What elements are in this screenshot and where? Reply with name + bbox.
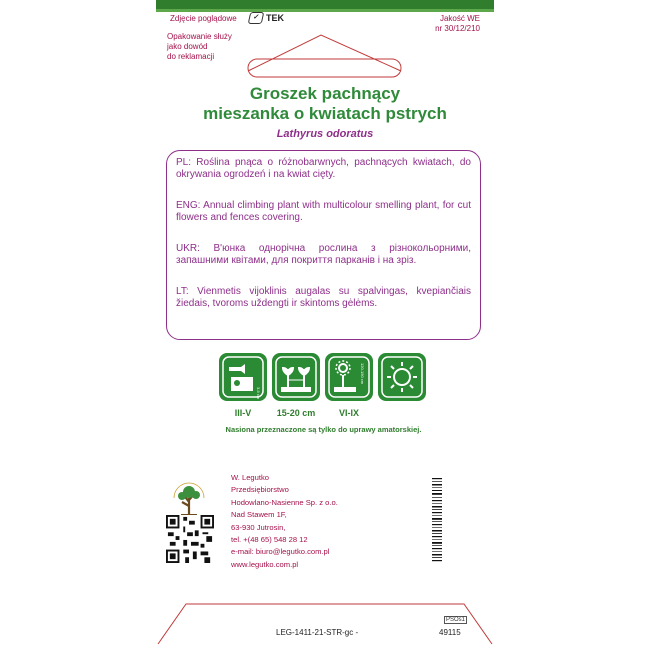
flowering-label: VI-IX	[338, 408, 359, 418]
sowing-label: III-V	[234, 408, 252, 418]
company-address	[231, 472, 338, 571]
spacing-icon	[272, 353, 320, 401]
packing-note	[167, 32, 247, 62]
amateur-use-note: Nasiona przeznaczone są tylko do uprawy amatorskiej.	[225, 425, 422, 434]
title-line-1: Groszek pachnący	[249, 84, 401, 103]
description-pl: PL: Roślina pnąca o różnobarwnych, pachnących kwiatach, do okrywania ogrodzeń i na kwiat cięty.	[176, 157, 471, 180]
svg-text:3-5 cm: 3-5 cm	[256, 387, 261, 400]
sun-label	[378, 408, 426, 418]
qr-code-icon	[166, 515, 214, 563]
barcode-icon	[432, 478, 446, 564]
quality-note	[390, 14, 480, 34]
product-code: LEG-1411-21-STR-gc -	[276, 628, 359, 637]
tek-label: TEK	[266, 13, 284, 23]
description-box	[166, 150, 481, 340]
company-line: Hodowlano-Nasienne Sp. z o.o.	[231, 497, 338, 507]
company-line: www.legutko.com.pl	[231, 559, 299, 569]
tek-logo-icon: ✓	[248, 12, 265, 24]
company-line: W. Legutko	[231, 473, 269, 482]
title-line-2: mieszanka o kwiatach pstrych	[203, 104, 447, 123]
quality-line-1: Jakość WE	[439, 14, 480, 23]
psd-badge: PSOs1	[446, 617, 466, 623]
latin-name: Lathyrus odoratus	[276, 128, 374, 140]
tek-brand	[249, 12, 284, 24]
company-line: tel. +(48 65) 548 28 12	[231, 535, 308, 545]
company-logo-icon	[168, 478, 210, 518]
company-line: e-mail: biuro@legutko.com.pl	[231, 547, 330, 557]
packing-line: do reklamacji	[167, 52, 215, 61]
company-line: Przedsiębiorstwo	[231, 485, 289, 495]
packing-line: Opakowanie służy	[167, 32, 232, 41]
packing-line: jako dowód	[167, 42, 208, 51]
sun-icon	[378, 353, 426, 401]
icon-labels	[219, 408, 426, 418]
svg-text:120-150 cm: 120-150 cm	[360, 363, 365, 385]
company-line: Nad Stawem 1F,	[231, 510, 287, 520]
description-ukr: UKR: В'юнка однорічна рослина з різнокольорними, запашними квітами, для покриття парканів і на зріз.	[176, 243, 471, 266]
description-eng: ENG: Annual climbing plant with multicolour smelling plant, for cut flowers and fences covering.	[176, 200, 471, 223]
description-lt: LT: Vienmetis vijoklinis augalas su spalvingas, kvepiančiais žiedais, tvoroms uždengti ir skintoms gėlėms.	[176, 286, 471, 309]
quality-line-2: nr 30/12/210	[435, 24, 480, 33]
product-number: 49115	[439, 628, 461, 637]
spacing-label: 15-20 cm	[276, 408, 316, 418]
top-photo-strip	[156, 0, 494, 10]
flowering-icon	[325, 353, 373, 401]
product-title	[170, 84, 480, 124]
illustrative-photo-note: Zdjęcie poglądowe	[170, 14, 237, 23]
cultivation-icons	[219, 353, 426, 401]
company-line: 63-930 Jutrosin,	[231, 522, 286, 532]
sowing-icon	[219, 353, 267, 401]
